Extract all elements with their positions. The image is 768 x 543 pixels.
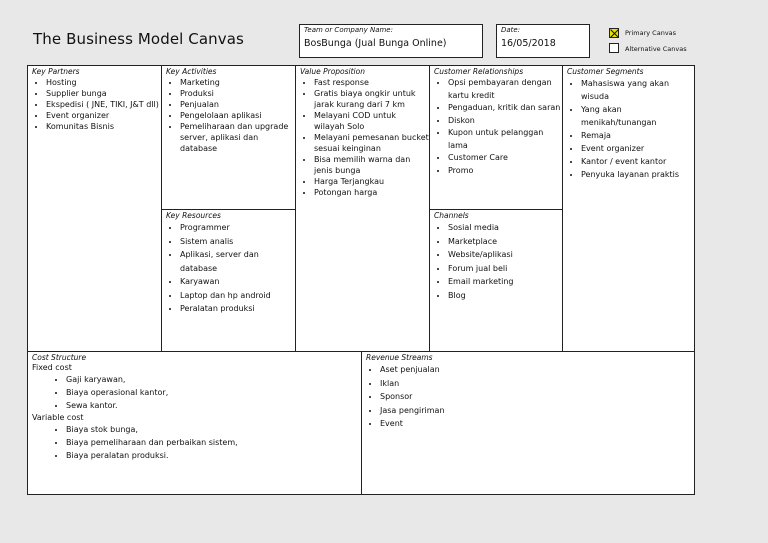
cost-structure-section bbox=[28, 352, 362, 494]
list-item: • Forum jual beli bbox=[448, 262, 562, 276]
fixed-cost-list bbox=[28, 373, 361, 412]
list-item: • Biaya pemeliharaan dan perbaikan sistem, bbox=[66, 436, 361, 449]
key-activities-list bbox=[162, 77, 295, 154]
list-item: • Biaya peralatan produksi. bbox=[66, 449, 361, 462]
key-activities-section bbox=[162, 66, 296, 210]
list-item: • Komunitas Bisnis bbox=[46, 121, 161, 132]
list-item: • Harga Terjangkau bbox=[314, 176, 429, 187]
cost-structure-heading: Cost Structure bbox=[32, 353, 87, 362]
list-item: • Melayani COD untuk wilayah Solo bbox=[314, 110, 429, 132]
key-resources-list bbox=[162, 221, 295, 316]
list-item: • Opsi pembayaran dengan kartu kredit bbox=[448, 77, 562, 102]
list-item: • Gratis biaya ongkir untuk jarak kurang dari 7 km bbox=[314, 88, 429, 110]
customer-segments-list bbox=[563, 77, 694, 181]
list-item: • Biaya stok bunga, bbox=[66, 423, 361, 436]
key-partners-heading: Key Partners bbox=[32, 67, 80, 76]
revenue-streams-list bbox=[362, 363, 694, 431]
team-name-value: BosBunga (Jual Bunga Online) bbox=[304, 38, 447, 49]
customer-relationships-heading: Customer Relationships bbox=[434, 67, 524, 76]
list-item: • Sponsor bbox=[380, 390, 694, 404]
list-item: • Biaya operasional kantor, bbox=[66, 386, 361, 399]
page-title: The Business Model Canvas bbox=[33, 30, 244, 48]
list-item: • Aplikasi, server dan database bbox=[180, 248, 295, 275]
list-item: • Supplier bunga bbox=[46, 88, 161, 99]
channels-heading: Channels bbox=[434, 211, 469, 220]
revenue-streams-heading: Revenue Streams bbox=[366, 353, 433, 362]
list-item: • Bisa memilih warna dan jenis bunga bbox=[314, 154, 429, 176]
team-name-box[interactable] bbox=[299, 24, 483, 58]
list-item: • Marketplace bbox=[448, 235, 562, 249]
alternative-canvas-checkbox[interactable] bbox=[609, 43, 619, 53]
list-item: • Sewa kantor. bbox=[66, 399, 361, 412]
list-item: • Kantor / event kantor bbox=[581, 155, 694, 168]
list-item: • Remaja bbox=[581, 129, 694, 142]
customer-segments-heading: Customer Segments bbox=[567, 67, 644, 76]
list-item: • Blog bbox=[448, 289, 562, 303]
list-item: • Kupon untuk pelanggan lama bbox=[448, 127, 562, 152]
customer-relationships-section bbox=[430, 66, 563, 210]
alternative-canvas-label: Alternative Canvas bbox=[625, 45, 687, 53]
list-item: • Melayani pemesanan bucket sesuai keinginan bbox=[314, 132, 429, 154]
customer-relationships-list bbox=[430, 77, 562, 177]
list-item: • Programmer bbox=[180, 221, 295, 235]
date-value: 16/05/2018 bbox=[501, 38, 556, 49]
value-proposition-list bbox=[296, 77, 429, 198]
channels-list bbox=[430, 221, 562, 302]
list-item: • Event organizer bbox=[581, 142, 694, 155]
list-item: • Diskon bbox=[448, 115, 562, 128]
list-item: • Customer Care bbox=[448, 152, 562, 165]
fixed-cost-label: Fixed cost bbox=[32, 363, 72, 372]
list-item: • Jasa pengiriman bbox=[380, 404, 694, 418]
list-item: • Fast response bbox=[314, 77, 429, 88]
list-item: • Aset penjualan bbox=[380, 363, 694, 377]
list-item: • Potongan harga bbox=[314, 187, 429, 198]
list-item: • Penjualan bbox=[180, 99, 295, 110]
list-item: • Pemeliharaan dan upgrade server, aplikasi dan database bbox=[180, 121, 295, 154]
key-partners-list bbox=[28, 77, 161, 132]
key-resources-heading: Key Resources bbox=[166, 211, 221, 220]
primary-canvas-checkbox[interactable] bbox=[609, 28, 619, 38]
value-proposition-section bbox=[296, 66, 430, 352]
channels-section bbox=[430, 210, 563, 352]
list-item: • Pengelolaan aplikasi bbox=[180, 110, 295, 121]
list-item: • Sistem analis bbox=[180, 235, 295, 249]
date-box[interactable] bbox=[496, 24, 590, 58]
list-item: • Hosting bbox=[46, 77, 161, 88]
list-item: • Yang akan menikah/tunangan bbox=[581, 103, 694, 129]
list-item: • Sosial media bbox=[448, 221, 562, 235]
list-item: • Event bbox=[380, 417, 694, 431]
date-label: Date: bbox=[501, 26, 521, 34]
list-item: • Iklan bbox=[380, 377, 694, 391]
list-item: • Peralatan produksi bbox=[180, 302, 295, 316]
key-partners-section bbox=[28, 66, 162, 352]
variable-cost-list bbox=[28, 423, 361, 462]
list-item: • Produksi bbox=[180, 88, 295, 99]
list-item: • Pengaduan, kritik dan saran bbox=[448, 102, 562, 115]
list-item: • Website/aplikasi bbox=[448, 248, 562, 262]
key-resources-section bbox=[162, 210, 296, 352]
list-item: • Ekspedisi ( JNE, TIKI, J&T dll) bbox=[46, 99, 161, 110]
business-model-canvas bbox=[27, 65, 695, 495]
list-item: • Email marketing bbox=[448, 275, 562, 289]
list-item: • Promo bbox=[448, 165, 562, 178]
list-item: • Gaji karyawan, bbox=[66, 373, 361, 386]
primary-canvas-label: Primary Canvas bbox=[625, 29, 677, 37]
list-item: • Event organizer bbox=[46, 110, 161, 121]
list-item: • Laptop dan hp android bbox=[180, 289, 295, 303]
variable-cost-label: Variable cost bbox=[32, 413, 84, 422]
key-activities-heading: Key Activities bbox=[166, 67, 217, 76]
list-item: • Mahasiswa yang akan wisuda bbox=[581, 77, 694, 103]
list-item: • Marketing bbox=[180, 77, 295, 88]
revenue-streams-section bbox=[362, 352, 694, 494]
customer-segments-section bbox=[563, 66, 694, 352]
list-item: • Karyawan bbox=[180, 275, 295, 289]
value-proposition-heading: Value Proposition bbox=[300, 67, 365, 76]
list-item: • Penyuka layanan praktis bbox=[581, 168, 694, 181]
team-name-label: Team or Company Name: bbox=[304, 26, 393, 34]
